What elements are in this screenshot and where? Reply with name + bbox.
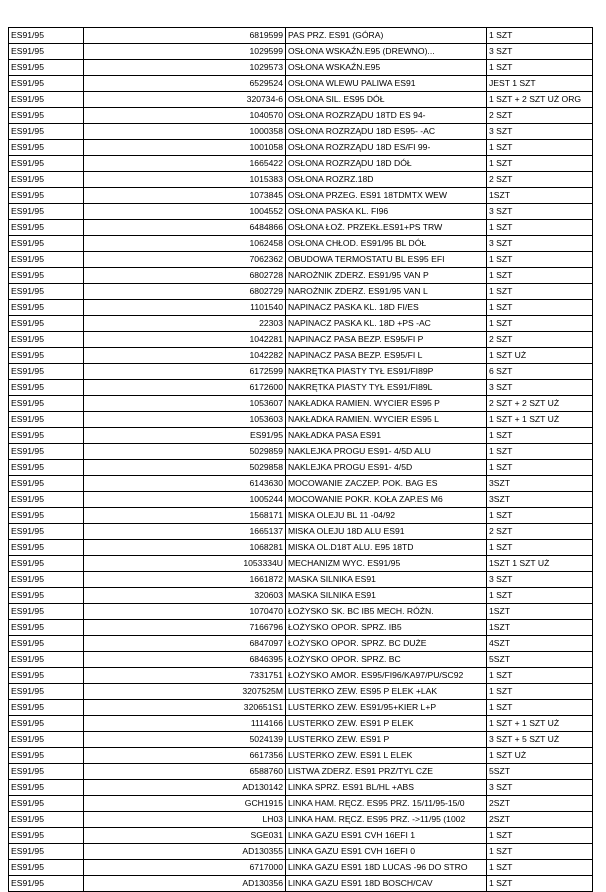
- part-number-cell: 7331751: [84, 668, 286, 684]
- quantity-cell: 1 SZT: [487, 252, 593, 268]
- model-cell: ES91/95: [9, 572, 84, 588]
- quantity-cell: 2 SZT: [487, 332, 593, 348]
- description-cell: LINKA GAZU ES91 CVH 16EFI 1: [286, 828, 487, 844]
- table-row: [9, 476, 593, 492]
- quantity-cell: 5SZT: [487, 652, 593, 668]
- table-row: [9, 300, 593, 316]
- description-cell: NAKŁADKA PASA ES91: [286, 428, 487, 444]
- parts-table: [8, 27, 593, 892]
- part-number-cell: 6802729: [84, 284, 286, 300]
- model-cell: ES91/95: [9, 668, 84, 684]
- description-cell: NAKLEJKA PROGU ES91- 4/5D ALU: [286, 444, 487, 460]
- quantity-cell: 1 SZT: [487, 284, 593, 300]
- description-cell: LUSTERKO ZEW. ES95 P ELEK +LAK: [286, 684, 487, 700]
- model-cell: ES91/95: [9, 764, 84, 780]
- description-cell: MECHANIZM WYC. ES91/95: [286, 556, 487, 572]
- description-cell: LINKA SPRZ. ES91 BL/HL +ABS: [286, 780, 487, 796]
- table-row: [9, 140, 593, 156]
- description-cell: OSŁONA ROZRZĄDU 18D ES/FI 99-: [286, 140, 487, 156]
- model-cell: ES91/95: [9, 876, 84, 892]
- model-cell: ES91/95: [9, 332, 84, 348]
- part-number-cell: 1029573: [84, 60, 286, 76]
- table-row: [9, 236, 593, 252]
- part-number-cell: AD130356: [84, 876, 286, 892]
- table-body: [9, 28, 593, 892]
- model-cell: ES91/95: [9, 300, 84, 316]
- quantity-cell: 1 SZT: [487, 860, 593, 876]
- quantity-cell: 2 SZT: [487, 524, 593, 540]
- description-cell: NAKRĘTKA PIASTY TYŁ ES91/FI89L: [286, 380, 487, 396]
- model-cell: ES91/95: [9, 364, 84, 380]
- model-cell: ES91/95: [9, 540, 84, 556]
- description-cell: OSŁONA SIL. ES95 DÓŁ: [286, 92, 487, 108]
- table-row: [9, 156, 593, 172]
- description-cell: NAKŁADKA RAMIEN. WYCIER ES95 L: [286, 412, 487, 428]
- part-number-cell: 1053607: [84, 396, 286, 412]
- part-number-cell: 6484866: [84, 220, 286, 236]
- quantity-cell: 3 SZT: [487, 44, 593, 60]
- description-cell: MOCOWANIE POKR. KOŁA ZAP.ES M6: [286, 492, 487, 508]
- quantity-cell: 2 SZT: [487, 108, 593, 124]
- part-number-cell: 6846395: [84, 652, 286, 668]
- model-cell: ES91/95: [9, 476, 84, 492]
- quantity-cell: 5SZT: [487, 764, 593, 780]
- model-cell: ES91/95: [9, 60, 84, 76]
- part-number-cell: 1665422: [84, 156, 286, 172]
- table-row: [9, 636, 593, 652]
- description-cell: OSŁONA CHŁOD. ES91/95 BL DÓŁ: [286, 236, 487, 252]
- quantity-cell: 1SZT 1 SZT UŻ: [487, 556, 593, 572]
- table-row: [9, 796, 593, 812]
- description-cell: MISKA OLEJU 18D ALU ES91: [286, 524, 487, 540]
- description-cell: MISKA OLEJU BL 11 -04/92: [286, 508, 487, 524]
- model-cell: ES91/95: [9, 220, 84, 236]
- description-cell: NAKRĘTKA PIASTY TYŁ ES91/FI89P: [286, 364, 487, 380]
- part-number-cell: 1004552: [84, 204, 286, 220]
- model-cell: ES91/95: [9, 636, 84, 652]
- table-row: [9, 316, 593, 332]
- part-number-cell: 1665137: [84, 524, 286, 540]
- part-number-cell: 1661872: [84, 572, 286, 588]
- quantity-cell: 6 SZT: [487, 364, 593, 380]
- part-number-cell: 6802728: [84, 268, 286, 284]
- quantity-cell: 3 SZT: [487, 236, 593, 252]
- part-number-cell: 320603: [84, 588, 286, 604]
- table-row: [9, 204, 593, 220]
- part-number-cell: 1053603: [84, 412, 286, 428]
- table-row: [9, 492, 593, 508]
- table-row: [9, 588, 593, 604]
- table-row: [9, 604, 593, 620]
- part-number-cell: AD130355: [84, 844, 286, 860]
- part-number-cell: 1005244: [84, 492, 286, 508]
- part-number-cell: 6588760: [84, 764, 286, 780]
- quantity-cell: 1 SZT: [487, 508, 593, 524]
- quantity-cell: 1 SZT UŻ: [487, 348, 593, 364]
- part-number-cell: 6847097: [84, 636, 286, 652]
- spreadsheet-page: [8, 27, 593, 892]
- quantity-cell: 1 SZT: [487, 684, 593, 700]
- quantity-cell: 2SZT: [487, 812, 593, 828]
- model-cell: ES91/95: [9, 188, 84, 204]
- model-cell: ES91/95: [9, 492, 84, 508]
- quantity-cell: 3 SZT: [487, 780, 593, 796]
- table-row: [9, 748, 593, 764]
- quantity-cell: 1 SZT: [487, 444, 593, 460]
- part-number-cell: 1040570: [84, 108, 286, 124]
- table-row: [9, 252, 593, 268]
- description-cell: ŁOŻYSKO OPOR. SPRZ. BC DUŻE: [286, 636, 487, 652]
- model-cell: ES91/95: [9, 380, 84, 396]
- part-number-cell: 1114166: [84, 716, 286, 732]
- model-cell: ES91/95: [9, 316, 84, 332]
- table-row: [9, 268, 593, 284]
- quantity-cell: 3 SZT + 5 SZT UŻ: [487, 732, 593, 748]
- description-cell: LUSTERKO ZEW. ES91/95+KIER L+P: [286, 700, 487, 716]
- part-number-cell: 1042282: [84, 348, 286, 364]
- quantity-cell: 1 SZT: [487, 828, 593, 844]
- description-cell: ŁOŻYSKO AMOR. ES95/FI96/KA97/PU/SC92: [286, 668, 487, 684]
- description-cell: OSŁONA ROZRZĄDU 18D ES95- -AC: [286, 124, 487, 140]
- table-row: [9, 348, 593, 364]
- description-cell: LISTWA ZDERZ. ES91 PRZ/TYL CZE: [286, 764, 487, 780]
- table-row: [9, 108, 593, 124]
- table-row: [9, 540, 593, 556]
- table-row: [9, 684, 593, 700]
- part-number-cell: AD130142: [84, 780, 286, 796]
- part-number-cell: 3207525M: [84, 684, 286, 700]
- table-row: [9, 332, 593, 348]
- quantity-cell: 3 SZT: [487, 204, 593, 220]
- quantity-cell: 1 SZT + 2 SZT UŻ ORG: [487, 92, 593, 108]
- description-cell: OSŁONA ROZRZĄDU 18TD ES 94-: [286, 108, 487, 124]
- model-cell: ES91/95: [9, 284, 84, 300]
- table-row: [9, 700, 593, 716]
- description-cell: NAPINACZ PASA BEZP. ES95/FI P: [286, 332, 487, 348]
- description-cell: LUSTERKO ZEW. ES91 L ELEK: [286, 748, 487, 764]
- part-number-cell: 320734-6: [84, 92, 286, 108]
- description-cell: LUSTERKO ZEW. ES91 P ELEK: [286, 716, 487, 732]
- description-cell: NAROŻNIK ZDERZ. ES91/95 VAN P: [286, 268, 487, 284]
- quantity-cell: 1 SZT: [487, 844, 593, 860]
- quantity-cell: 1 SZT: [487, 700, 593, 716]
- part-number-cell: 1029599: [84, 44, 286, 60]
- quantity-cell: 1 SZT: [487, 428, 593, 444]
- part-number-cell: 7062362: [84, 252, 286, 268]
- model-cell: ES91/95: [9, 780, 84, 796]
- model-cell: ES91/95: [9, 604, 84, 620]
- table-row: [9, 572, 593, 588]
- part-number-cell: 6143630: [84, 476, 286, 492]
- table-row: [9, 284, 593, 300]
- table-row: [9, 28, 593, 44]
- table-row: [9, 844, 593, 860]
- table-row: [9, 732, 593, 748]
- description-cell: PAS PRZ. ES91 (GÓRA): [286, 28, 487, 44]
- description-cell: OSŁONA ŁOŻ. PRZEKŁ.ES91+PS TRW: [286, 220, 487, 236]
- quantity-cell: 1 SZT: [487, 876, 593, 892]
- model-cell: ES91/95: [9, 140, 84, 156]
- description-cell: MOCOWANIE ZACZEP. POK. BAG ES: [286, 476, 487, 492]
- model-cell: ES91/95: [9, 508, 84, 524]
- quantity-cell: 1SZT: [487, 604, 593, 620]
- quantity-cell: 1 SZT + 1 SZT UŻ: [487, 412, 593, 428]
- description-cell: OSŁONA ROZRZĄDU 18D DÓŁ: [286, 156, 487, 172]
- model-cell: ES91/95: [9, 236, 84, 252]
- description-cell: OSŁONA WSKAŹN.E95: [286, 60, 487, 76]
- part-number-cell: 1101540: [84, 300, 286, 316]
- model-cell: ES91/95: [9, 92, 84, 108]
- quantity-cell: JEST 1 SZT: [487, 76, 593, 92]
- part-number-cell: 1000358: [84, 124, 286, 140]
- description-cell: LINKA GAZU ES91 18D BOSCH/CAV: [286, 876, 487, 892]
- model-cell: ES91/95: [9, 124, 84, 140]
- model-cell: ES91/95: [9, 684, 84, 700]
- table-row: [9, 412, 593, 428]
- part-number-cell: 1015383: [84, 172, 286, 188]
- table-row: [9, 172, 593, 188]
- model-cell: ES91/95: [9, 620, 84, 636]
- table-row: [9, 188, 593, 204]
- table-row: [9, 876, 593, 892]
- quantity-cell: 1 SZT: [487, 268, 593, 284]
- description-cell: LUSTERKO ZEW. ES91 P: [286, 732, 487, 748]
- description-cell: LINKA GAZU ES91 18D LUCAS -96 DO STRO: [286, 860, 487, 876]
- table-row: [9, 780, 593, 796]
- description-cell: NAROŻNIK ZDERZ. ES91/95 VAN L: [286, 284, 487, 300]
- model-cell: ES91/95: [9, 412, 84, 428]
- description-cell: ŁOŻYSKO OPOR. SPRZ. BC: [286, 652, 487, 668]
- quantity-cell: 3 SZT: [487, 572, 593, 588]
- model-cell: ES91/95: [9, 252, 84, 268]
- part-number-cell: 1053334U: [84, 556, 286, 572]
- quantity-cell: 3SZT: [487, 476, 593, 492]
- quantity-cell: 1 SZT: [487, 300, 593, 316]
- part-number-cell: 6529524: [84, 76, 286, 92]
- part-number-cell: 6172600: [84, 380, 286, 396]
- table-row: [9, 44, 593, 60]
- part-number-cell: 1042281: [84, 332, 286, 348]
- model-cell: ES91/95: [9, 844, 84, 860]
- table-row: [9, 60, 593, 76]
- quantity-cell: 1 SZT: [487, 540, 593, 556]
- table-row: [9, 380, 593, 396]
- quantity-cell: 4SZT: [487, 636, 593, 652]
- description-cell: LINKA HAM. RĘCZ. ES95 PRZ. ->11/95 (1002: [286, 812, 487, 828]
- table-row: [9, 508, 593, 524]
- model-cell: ES91/95: [9, 732, 84, 748]
- model-cell: ES91/95: [9, 348, 84, 364]
- quantity-cell: 1 SZT: [487, 140, 593, 156]
- model-cell: ES91/95: [9, 156, 84, 172]
- quantity-cell: 1 SZT: [487, 156, 593, 172]
- quantity-cell: 1SZT: [487, 188, 593, 204]
- description-cell: NAKŁADKA RAMIEN. WYCIER ES95 P: [286, 396, 487, 412]
- description-cell: LINKA GAZU ES91 CVH 16EFI 0: [286, 844, 487, 860]
- model-cell: ES91/95: [9, 556, 84, 572]
- description-cell: OSŁONA PRZEG. ES91 18TDMTX WEW: [286, 188, 487, 204]
- model-cell: ES91/95: [9, 28, 84, 44]
- model-cell: ES91/95: [9, 268, 84, 284]
- model-cell: ES91/95: [9, 748, 84, 764]
- quantity-cell: 2SZT: [487, 796, 593, 812]
- table-row: [9, 364, 593, 380]
- model-cell: ES91/95: [9, 588, 84, 604]
- description-cell: NAPINACZ PASKA KL. 18D FI/ES: [286, 300, 487, 316]
- table-row: [9, 396, 593, 412]
- model-cell: ES91/95: [9, 716, 84, 732]
- part-number-cell: 6819599: [84, 28, 286, 44]
- model-cell: ES91/95: [9, 76, 84, 92]
- model-cell: ES91/95: [9, 700, 84, 716]
- quantity-cell: 1 SZT: [487, 60, 593, 76]
- quantity-cell: 1SZT: [487, 620, 593, 636]
- description-cell: OSŁONA WLEWU PALIWA ES91: [286, 76, 487, 92]
- part-number-cell: 6617356: [84, 748, 286, 764]
- table-row: [9, 556, 593, 572]
- table-row: [9, 460, 593, 476]
- part-number-cell: 5029858: [84, 460, 286, 476]
- table-row: [9, 124, 593, 140]
- description-cell: ŁOŻYSKO OPOR. SPRZ. IB5: [286, 620, 487, 636]
- table-row: [9, 92, 593, 108]
- quantity-cell: 1 SZT: [487, 668, 593, 684]
- quantity-cell: 1 SZT + 1 SZT UŻ: [487, 716, 593, 732]
- model-cell: ES91/95: [9, 444, 84, 460]
- table-row: [9, 716, 593, 732]
- quantity-cell: 2 SZT: [487, 172, 593, 188]
- model-cell: ES91/95: [9, 812, 84, 828]
- table-row: [9, 812, 593, 828]
- part-number-cell: 320651S1: [84, 700, 286, 716]
- description-cell: OSŁONA WSKAŹN.E95 (DREWNO)...: [286, 44, 487, 60]
- table-row: [9, 620, 593, 636]
- table-row: [9, 652, 593, 668]
- model-cell: ES91/95: [9, 44, 84, 60]
- model-cell: ES91/95: [9, 204, 84, 220]
- table-row: [9, 828, 593, 844]
- quantity-cell: 3SZT: [487, 492, 593, 508]
- table-row: [9, 444, 593, 460]
- model-cell: ES91/95: [9, 796, 84, 812]
- description-cell: OSŁONA ROZRZ.18D: [286, 172, 487, 188]
- part-number-cell: 5029859: [84, 444, 286, 460]
- quantity-cell: 1 SZT: [487, 460, 593, 476]
- table-row: [9, 668, 593, 684]
- part-number-cell: 1073845: [84, 188, 286, 204]
- table-row: [9, 220, 593, 236]
- model-cell: ES91/95: [9, 524, 84, 540]
- table-row: [9, 860, 593, 876]
- part-number-cell: ES91/95: [84, 428, 286, 444]
- description-cell: LINKA HAM. RĘCZ. ES95 PRZ. 15/11/95-15/0: [286, 796, 487, 812]
- description-cell: NAPINACZ PASKA KL. 18D +PS -AC: [286, 316, 487, 332]
- part-number-cell: 5024139: [84, 732, 286, 748]
- quantity-cell: 1 SZT: [487, 316, 593, 332]
- model-cell: ES91/95: [9, 828, 84, 844]
- part-number-cell: 1001058: [84, 140, 286, 156]
- table-row: [9, 764, 593, 780]
- quantity-cell: 1 SZT UŻ: [487, 748, 593, 764]
- description-cell: NAPINACZ PASA BEZP. ES95/FI L: [286, 348, 487, 364]
- part-number-cell: 1070470: [84, 604, 286, 620]
- quantity-cell: 3 SZT: [487, 380, 593, 396]
- model-cell: ES91/95: [9, 652, 84, 668]
- table-row: [9, 524, 593, 540]
- part-number-cell: 1068281: [84, 540, 286, 556]
- model-cell: ES91/95: [9, 396, 84, 412]
- quantity-cell: 1 SZT: [487, 588, 593, 604]
- quantity-cell: 3 SZT: [487, 124, 593, 140]
- description-cell: NAKLEJKA PROGU ES91- 4/5D: [286, 460, 487, 476]
- description-cell: OBUDOWA TERMOSTATU BL ES95 EFI: [286, 252, 487, 268]
- table-row: [9, 76, 593, 92]
- description-cell: ŁOŻYSKO SK. BC IB5 MECH. RÓŻN.: [286, 604, 487, 620]
- quantity-cell: 1 SZT: [487, 28, 593, 44]
- description-cell: OSŁONA PASKA KL. FI96: [286, 204, 487, 220]
- part-number-cell: 6172599: [84, 364, 286, 380]
- part-number-cell: 6717000: [84, 860, 286, 876]
- part-number-cell: 7166796: [84, 620, 286, 636]
- quantity-cell: 2 SZT + 2 SZT UŻ: [487, 396, 593, 412]
- model-cell: ES91/95: [9, 460, 84, 476]
- model-cell: ES91/95: [9, 860, 84, 876]
- part-number-cell: 1568171: [84, 508, 286, 524]
- model-cell: ES91/95: [9, 428, 84, 444]
- table-row: [9, 428, 593, 444]
- part-number-cell: GCH1915: [84, 796, 286, 812]
- description-cell: MASKA SILNIKA ES91: [286, 572, 487, 588]
- description-cell: MISKA OL.D18T ALU. E95 18TD: [286, 540, 487, 556]
- model-cell: ES91/95: [9, 108, 84, 124]
- part-number-cell: LH03: [84, 812, 286, 828]
- part-number-cell: 1062458: [84, 236, 286, 252]
- part-number-cell: SGE031: [84, 828, 286, 844]
- part-number-cell: 22303: [84, 316, 286, 332]
- quantity-cell: 1 SZT: [487, 220, 593, 236]
- description-cell: MASKA SILNIKA ES91: [286, 588, 487, 604]
- model-cell: ES91/95: [9, 172, 84, 188]
